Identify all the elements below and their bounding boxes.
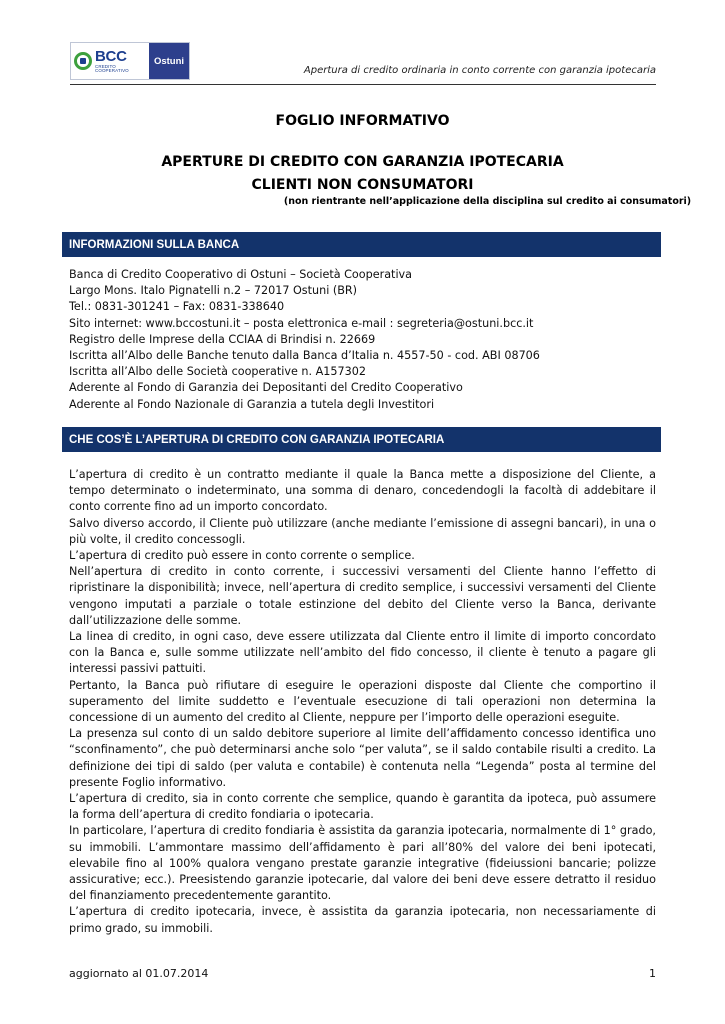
page-number: 1 (649, 967, 656, 980)
paragraph: In particolare, l’apertura di credito fondiaria è assistita da garanzia ipotecaria, normalmente di 1° grado, su immobili. L’ammontare massimo dell’affidamento è pari all’80% del valore dei beni ipotecati, elevabile fino al 100% qualora vengano prestate garanzie integrative (fideiussioni bancarie; polizze assicurative; ecc.). Preesistendo garanzie ipotecarie, dal valore dei beni deve essere detratto il residuo del finanziamento precedentemente garantito. (69, 824, 656, 903)
logo-branch: Ostuni (149, 43, 189, 79)
bank-info-line: Sito internet: www.bccostuni.it – posta elettronica e-mail : segreteria@ostuni.bcc.it (69, 316, 534, 330)
logo-subtitle: CREDITO COOPERATIVO (95, 63, 129, 73)
bank-info-line: Aderente al Fondo Nazionale di Garanzia a tutela degli Investitori (69, 397, 435, 411)
document-kind: FOGLIO INFORMATIVO (275, 113, 450, 129)
paragraph: Nell’apertura di credito in conto corrente, i successivi versamenti del Cliente hanno l’effetto di ripristinare la disponibilità; invece, nell’apertura di credito semplice, i successivi versamenti del Cliente vengono imputati a parziale o totale estinzione del debito del Cliente verso la Banca, derivante dall’utilizzazione delle somme. (69, 565, 656, 627)
header-divider (70, 84, 656, 85)
section-heading-what-is: CHE COS’È L’APERTURA DI CREDITO CON GARANZIA IPOTECARIA (62, 427, 661, 452)
section-heading-bank-info: INFORMAZIONI SULLA BANCA (62, 232, 661, 257)
bank-info-line: Iscritta all’Albo delle Società cooperative n. A157302 (69, 365, 366, 379)
bank-info-line: Aderente al Fondo di Garanzia dei Depositanti del Credito Cooperativo (69, 381, 463, 395)
logo-text (95, 49, 149, 74)
paragraph: Salvo diverso accordo, il Cliente può utilizzare (anche mediante l’emissione di assegni bancari), in una o più volte, il credito concessogli. (69, 516, 656, 546)
bank-info-line: Tel.: 0831-301241 – Fax: 0831-338640 (69, 300, 285, 314)
paragraph: L’apertura di credito ipotecaria, invece, è assistita da garanzia ipotecaria, non necessariamente di primo grado, su immobili. (69, 905, 656, 935)
paragraph: L’apertura di credito, sia in conto corrente che semplice, quando è garantita da ipoteca, può assumere la forma dell’apertura di credito fondiaria o ipotecaria. (69, 792, 656, 822)
paragraph: Pertanto, la Banca può rifiutare di eseguire le operazioni disposte dal Cliente che comportino il superamento del limite suddetto e l’eventuale esecuzione di tali operazioni non determina la concessione di un aumento del credito al Cliente, neppure per l’importo delle operazioni eseguite. (69, 678, 656, 725)
document-subtitle: (non rientrante nell’applicazione della disciplina sul credito ai consumatori) (283, 196, 692, 207)
logo-left-panel (71, 43, 149, 79)
bank-logo (70, 42, 190, 80)
paragraph: La presenza sul conto di un saldo debitore superiore al limite dell’affidamento concesso identifica uno “sconfinamento”, che può determinarsi anche solo “per valuta”, se il saldo contabile risulti a credito. La definizione dei tipi di saldo (per valuta e contabile) è contenuta nella “Legenda” posta al termine del presente Foglio informativo. (69, 727, 656, 789)
document-title-line2: CLIENTI NON CONSUMATORI (251, 177, 474, 193)
running-header: Apertura di credito ordinaria in conto corrente con garanzia ipotecaria (303, 65, 656, 76)
bank-info-line: Banca di Credito Cooperativo di Ostuni – Società Cooperativa (69, 268, 413, 281)
document-title-line1: APERTURE DI CREDITO CON GARANZIA IPOTECARIA (161, 154, 564, 170)
logo-brand: BCC (95, 47, 127, 65)
paragraph: La linea di credito, in ogni caso, deve essere utilizzata dal Cliente entro il limite di importo concordato con la Banca e, sulle somme utilizzate nell’ambito del fido concesso, il cliente è tenuto a pagare gli interessi passivi pattuiti. (69, 630, 656, 676)
bank-info-block (69, 267, 540, 413)
bcc-emblem-icon (74, 52, 92, 70)
bank-info-line: Iscritta all’Albo delle Banche tenuto dalla Banca d’Italia n. 4557-50 - cod. ABI 08706 (69, 349, 540, 363)
bank-info-line: Registro delle Imprese della CCIAA di Brindisi n. 22669 (69, 332, 376, 346)
footer-updated-date: aggiornato al 01.07.2014 (69, 967, 209, 980)
paragraph: L’apertura di credito è un contratto mediante il quale la Banca mette a disposizione del Cliente, a tempo determinato o indeterminato, una somma di denaro, concedendogli la facoltà di addebitare il conto corrente fino ad un importo concordato. (69, 468, 656, 514)
paragraph: L’apertura di credito può essere in conto corrente o semplice. (69, 549, 415, 563)
bank-info-line: Largo Mons. Italo Pignatelli n.2 – 72017 Ostuni (BR) (69, 284, 358, 298)
description-body (69, 467, 656, 937)
